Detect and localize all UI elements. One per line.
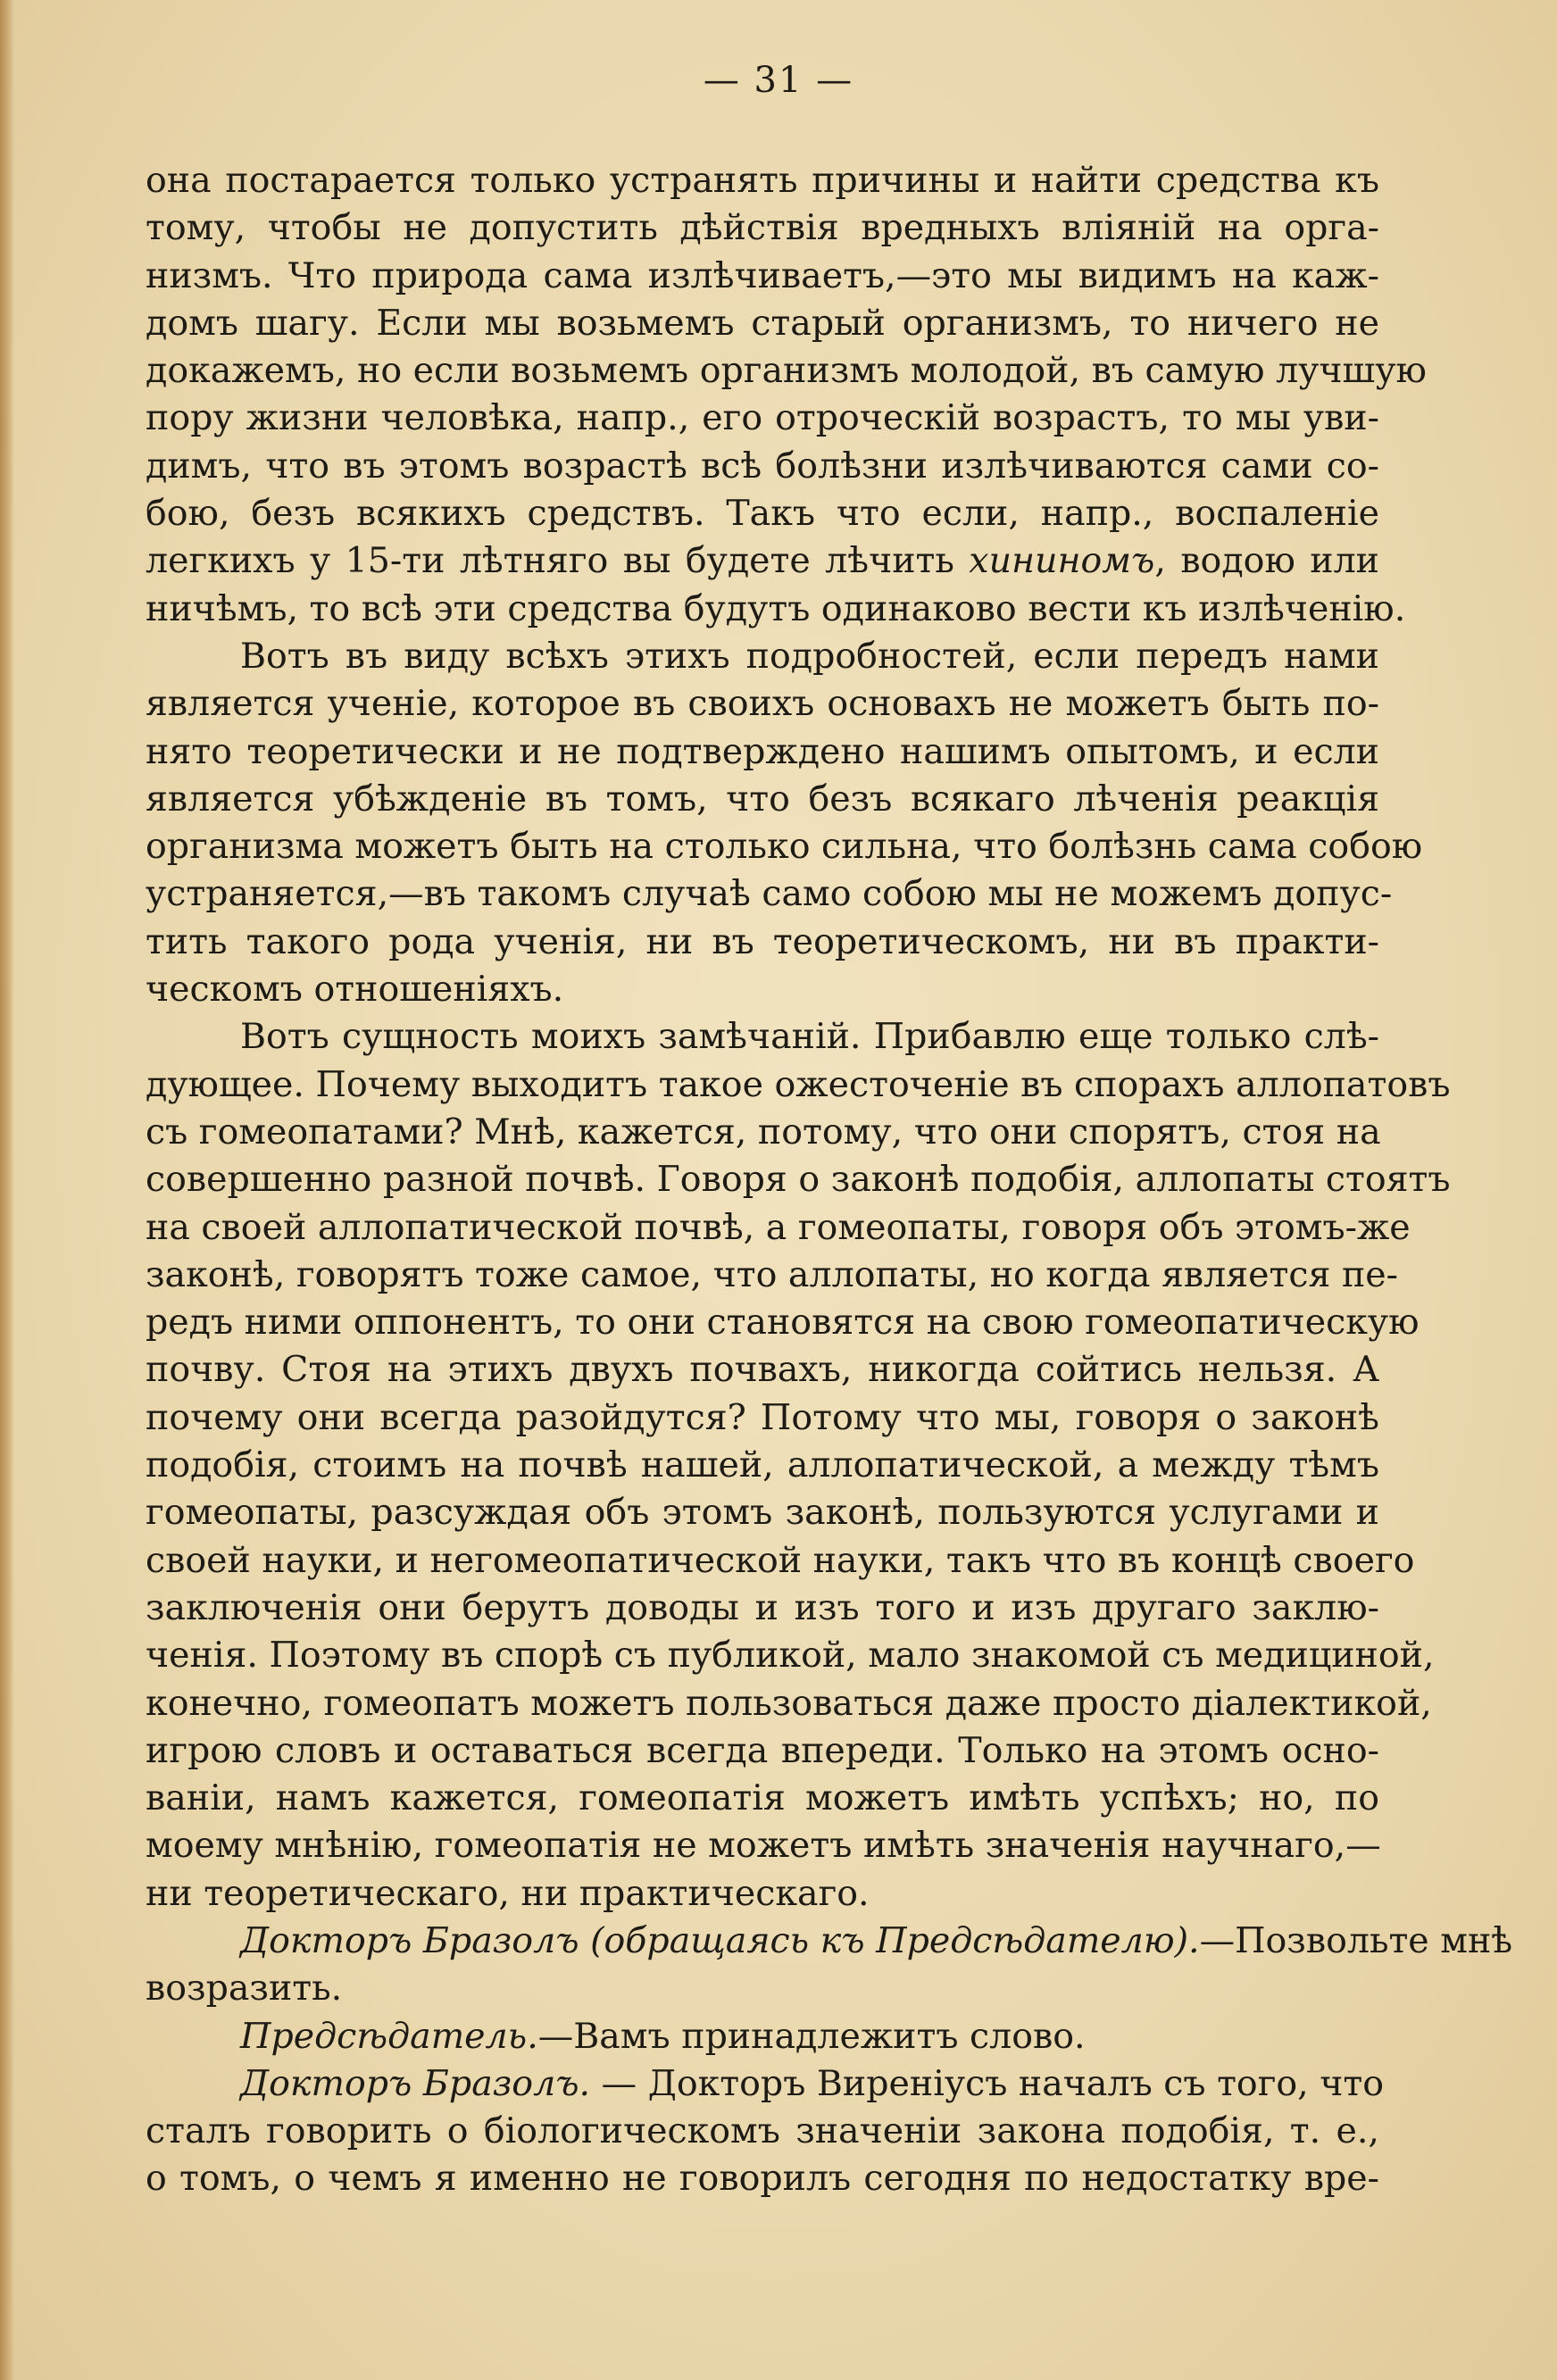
page-number: — 31 — [703,60,854,101]
text-line: моему мнѣнію, гомеопатія не можетъ имѣть значенія научнаго,— [146,1825,1381,1867]
italic-term: хининомъ [969,540,1155,582]
text-line: домъ шагу. Если мы возьмемъ старый организмъ, то ничего не [146,302,1379,344]
text-line: Вотъ въ виду всѣхъ этихъ подробностей, если передъ нами [240,635,1379,677]
text-line: ческомъ отношеніяхъ. [146,969,564,1011]
text-line: является убѣжденіе въ томъ, что безъ всякаго лѣченія реакція [146,778,1379,820]
text-line: тить такого рода ученія, ни въ теоретическомъ, ни въ практи- [146,920,1379,962]
text-line: своей науки, и негомеопатической науки, такъ что въ концѣ своего [146,1539,1415,1581]
text-line: конечно, гомеопатъ можетъ пользоваться даже просто діалектикой, [146,1682,1432,1724]
text-line: ваніи, намъ кажется, гомеопатія можетъ имѣть успѣхъ; но, по [146,1777,1379,1819]
text-line: пору жизни человѣка, напр., его отроческій возрастъ, то мы уви- [146,397,1379,439]
text-line: устраняется,—въ такомъ случаѣ само собою мы не можемъ допус- [146,873,1393,915]
page-binding-shadow [0,0,14,2380]
speaker-name: Докторъ Бразолъ (обращаясь къ Предсѣдателю). [240,1919,1200,1961]
speaker-name: Предсѣдатель. [240,2015,538,2057]
text-line: заключенія они берутъ доводы и изъ того и изъ другаго заклю- [146,1586,1379,1628]
speech-text: —Позвольте мнѣ [1199,1919,1513,1961]
text-line: низмъ. Что природа сама излѣчиваетъ,—это мы видимъ на каж- [146,254,1379,296]
text-segment: легкихъ у 15-ти лѣтняго вы будете лѣчить [146,540,970,582]
text-line: гомеопаты, разсуждая объ этомъ законѣ, пользуются услугами и [146,1492,1379,1534]
text-line: игрою словъ и оставаться всегда впереди. Только на этомъ осно- [146,1729,1379,1771]
text-line: организма можетъ быть на столько сильна, что болѣзнь сама собою [146,826,1423,868]
text-line: дующее. Почему выходитъ такое ожесточеніе въ спорахъ аллопатовъ [146,1063,1451,1105]
text-line: ни теоретическаго, ни практическаго. [146,1872,870,1914]
text-segment: , водою или [1154,540,1379,582]
speaker-line [146,2013,1379,2060]
text-line: редъ ними оппонентъ, то они становятся на свою гомеопатическую [146,1302,1420,1344]
text-line: тому, чтобы не допустить дѣйствія вредныхъ вліяній на орга- [146,207,1379,249]
speaker-name: Докторъ Бразолъ. [240,2062,591,2104]
text-line: ченія. Поэтому въ спорѣ съ публикой, мало знакомой съ медициной, [146,1635,1435,1677]
text-line: о томъ, о чемъ я именно не говорилъ сегодня по недостатку вре- [146,2158,1379,2200]
text-line: на своей аллопатической почвѣ, а гомеопаты, говоря объ этомъ-же [146,1206,1411,1248]
text-line: нято теоретически и не подтверждено нашимъ опытомъ, и если [146,730,1379,772]
text-line: бою, безъ всякихъ средствъ. Такъ что если, напр., воспаленіе [146,493,1379,535]
text-line: съ гомеопатами? Мнѣ, кажется, потому, что они спорятъ, стоя на [146,1111,1381,1153]
text-line: ничѣмъ, то всѣ эти средства будутъ одинаково вести къ излѣченію. [146,587,1406,629]
speaker-line [146,1918,1513,1965]
text-line: димъ, что въ этомъ возрастѣ всѣ болѣзни излѣчиваются сами со- [146,445,1379,487]
text-line: сталъ говорить о біологическомъ значеніи закона подобія, т. е., [146,2110,1379,2152]
text-line: почему они всегда разойдутся? Потому что мы, говоря о законѣ [146,1396,1379,1438]
page-body [146,157,1513,2203]
text-line: законѣ, говорятъ тоже самое, что аллопаты, но когда является пе- [146,1253,1399,1295]
speech-text: — Докторъ Виреніусъ началъ съ того, что [590,2062,1385,2104]
text-line: является ученіе, которое въ своихъ основахъ не можетъ быть по- [146,683,1379,725]
text-line: она постарается только устранять причины и найти средства къ [146,160,1379,201]
speaker-line [146,2060,1385,2108]
text-line: почву. Стоя на этихъ двухъ почвахъ, никогда сойтись нельзя. А [146,1349,1379,1391]
text-line: совершенно разной почвѣ. Говоря о законѣ подобія, аллопаты стоятъ [146,1159,1451,1201]
text-line: возразить. [146,1968,343,2010]
text-line-with-italic [146,537,1379,585]
text-line: докажемъ, но если возьмемъ организмъ молодой, въ самую лучшую [146,350,1427,392]
text-line: Вотъ сущность моихъ замѣчаній. Прибавлю еще только слѣ- [240,1016,1379,1058]
speech-text: —Вамъ принадлежитъ слово. [537,2015,1086,2057]
text-line: подобія, стоимъ на почвѣ нашей, аллопатической, а между тѣмъ [146,1444,1379,1486]
